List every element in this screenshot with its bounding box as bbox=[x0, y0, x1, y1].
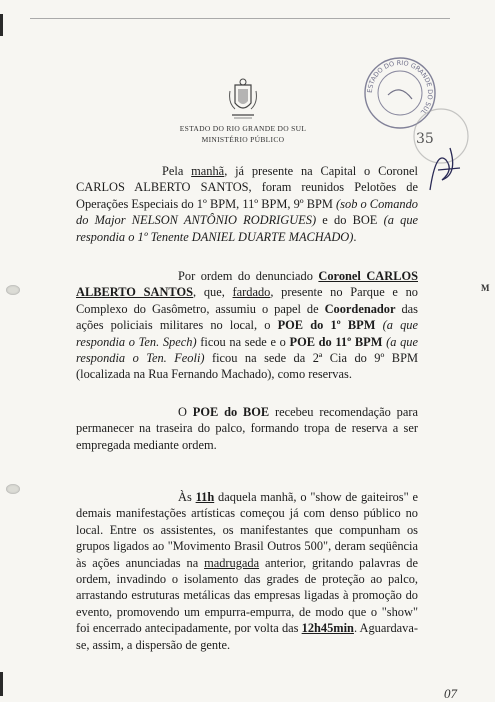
text-run: O bbox=[178, 405, 193, 419]
text-run-bold: POE do 1º BPM bbox=[277, 318, 376, 333]
top-rule bbox=[30, 18, 450, 19]
text-run: Às bbox=[178, 490, 196, 504]
punch-hole bbox=[6, 484, 20, 494]
text-run: , presente no Parque e no Complexo do Gasômetro, assumiu o papel de bbox=[76, 285, 419, 316]
header-state: ESTADO DO RIO GRANDE DO SUL bbox=[179, 124, 307, 133]
binding-mark-top bbox=[0, 14, 3, 36]
text-run: ficou na sede e o bbox=[196, 334, 290, 349]
paragraph-2 bbox=[76, 268, 418, 383]
text-run: anterior, gritando palavras de ordem, invadindo o isolamento das grades de proteção ao palco, arrastando estruturas metálicas das empresas ligadas à promoção do evento, promovendo um empurra-empurra, de modo que o "show" foi encerrado antecipadamente, por volta das bbox=[76, 555, 418, 636]
page-number: 07 bbox=[444, 686, 457, 701]
text-run-bold: 11h bbox=[195, 490, 215, 504]
text-run-bold: POE do BOE bbox=[192, 405, 270, 419]
paragraph-4 bbox=[76, 489, 418, 653]
coat-of-arms-icon bbox=[226, 77, 260, 121]
header-office: MINISTÉRIO PÚBLICO bbox=[201, 135, 285, 144]
text-run: Pela bbox=[162, 164, 192, 178]
paragraph-1 bbox=[76, 163, 418, 245]
text-run-underlined: manhã bbox=[191, 164, 225, 178]
handwritten-signature bbox=[420, 140, 470, 200]
text-run: recebeu recomendação para permanecer na traseira do palco, formando tropa de reserva a ser empregada mediante ordem. bbox=[76, 405, 419, 452]
text-run-underlined: fardado bbox=[232, 285, 271, 300]
text-run-bold: 12h45min bbox=[301, 621, 354, 636]
paragraph-3 bbox=[76, 404, 418, 453]
text-run: . bbox=[353, 229, 357, 244]
margin-mark: M bbox=[481, 283, 490, 293]
text-run: e do BOE bbox=[316, 213, 384, 228]
text-run: , já presente na Capital o Coronel CARLOS ALBERTO SANTOS, foram reunidos Pelotões de Operações Especiais do 1º BPM, 11º BPM, 9º BPM bbox=[76, 164, 418, 211]
punch-hole bbox=[6, 285, 20, 295]
text-run: ficou na sede da 2ª Cia do 9º BPM (localizada na Rua Fernando Machado), como reservas. bbox=[76, 351, 418, 382]
text-run: daquela manhã, o "show de gaiteiros" e demais manifestações artísticas começou já com denso público no local. Entre os assistentes, os manifestantes que compunham os grupos ligados ao "Movimento Brasil Outros 500", deram seqüência às ações anunciadas na bbox=[76, 490, 418, 570]
text-run: das ações policiais militares no local, o bbox=[76, 301, 418, 333]
text-run-italic: (sob o Comando do Major NELSON ANTÔNIO RODRIGUES) bbox=[76, 196, 418, 228]
text-run-bold: POE do 11º BPM bbox=[289, 334, 383, 349]
binding-mark-bottom bbox=[0, 672, 3, 696]
text-run: Por ordem do denunciado bbox=[178, 269, 319, 283]
text-run-italic: (a que respondia o Ten. Spech) bbox=[76, 318, 418, 349]
text-run-italic: (a que respondia o 1º Tenente DANIEL DUARTE MACHADO) bbox=[76, 213, 419, 244]
text-run-underlined: madrugada bbox=[204, 555, 260, 570]
text-run bbox=[375, 318, 382, 332]
text-run-italic: (a que respondia o Ten. Feoli) bbox=[76, 334, 418, 366]
text-run: . Aguardava-se, assim, a dispersão de gente. bbox=[76, 621, 418, 652]
text-run: , que, bbox=[193, 285, 233, 300]
folio-number: 35 bbox=[416, 131, 434, 147]
stamp-ring-text: ESTADO DO RIO GRANDE DO SUL bbox=[365, 58, 435, 116]
text-run-bold: Coordenador bbox=[324, 301, 396, 316]
text-run-bold: Coronel CARLOS ALBERTO SANTOS bbox=[76, 269, 418, 300]
